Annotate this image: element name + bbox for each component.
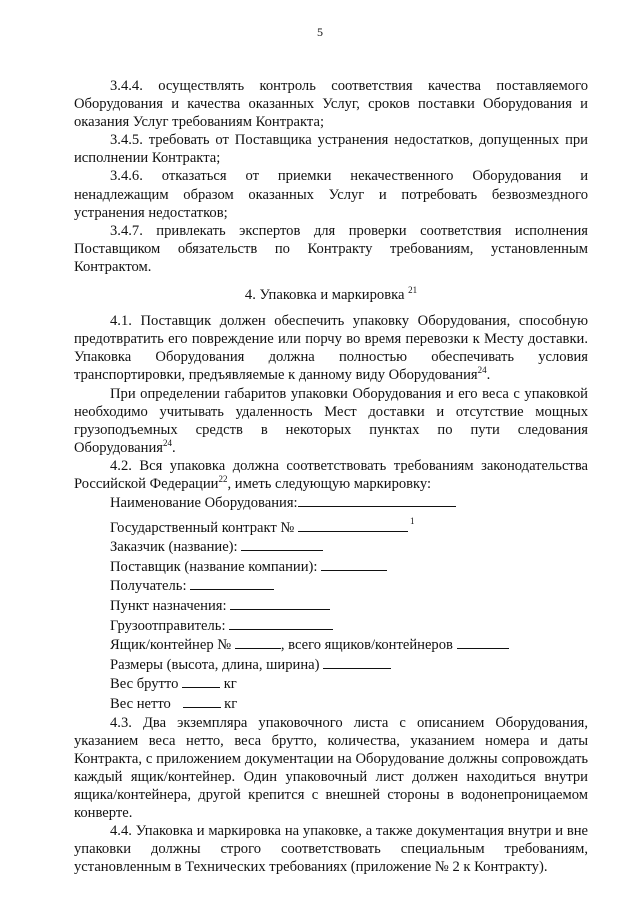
section-title [74, 286, 588, 304]
clause-4-1-text: 4.1. Поставщик должен обеспечить упаковку Оборудования, способную предотвратить его повреждение или порчу во время перевозки к Месту доставки. Упаковка Оборудования должна полностью обеспечивать условия транспортировки, предъявляемые к данному виду Оборудования [74, 313, 588, 384]
blank-line [323, 655, 391, 669]
clause-4-1b-end: . [171, 439, 176, 456]
clause-4-4: 4.4. Упаковка и маркировка на упаковке, а также документация внутри и вне упаковки должны строго соответствовать специальным требованиям, установленным в Технических требованиях (приложение № 2 к Контракту). [74, 823, 588, 876]
field-label: Получатель: [110, 578, 187, 595]
field-customer [110, 537, 588, 557]
footnote-ref: 22 [218, 473, 228, 484]
field-label: Грузоотправитель: [110, 617, 226, 634]
clause-4-1-end: . [486, 367, 491, 384]
blank-line [183, 694, 221, 708]
field-label: Заказчик (название): [110, 539, 238, 556]
footnote-ref: 1 [410, 515, 415, 526]
field-contract-number [110, 513, 588, 538]
field-label: , всего ящиков/контейнеров [280, 637, 453, 654]
field-label: Наименование Оборудования: [110, 495, 298, 512]
clause-4-2-end: , иметь следующую маркировку: [227, 475, 432, 492]
blank-line [235, 635, 281, 649]
field-label: Вес нетто [110, 696, 171, 712]
field-label: Ящик/контейнер № [110, 637, 232, 654]
field-dimensions [110, 655, 588, 675]
footnote-ref: 21 [408, 285, 418, 296]
blank-line [298, 493, 456, 507]
clause-3-4-5: 3.4.5. требовать от Поставщика устранения недостатков, допущенных при исполнении Контракта; [74, 132, 588, 167]
field-gross-weight [110, 674, 588, 694]
field-label: Пункт назначения: [110, 598, 227, 615]
unit-label: кг [224, 696, 238, 712]
section-title-text: 4. Упаковка и маркировка [244, 287, 405, 304]
field-label: Государственный контракт № [110, 519, 295, 536]
clause-4-2-text: 4.2. Вся упаковка должна соответствовать требованиям законодательства Российской Федерации [74, 457, 588, 492]
blank-line [182, 674, 220, 688]
clause-3-4-7: 3.4.7. привлекать экспертов для проверки соответствия исполнения Поставщиком обязательств по Контракту требованиям, установленным Контрактом. [74, 222, 588, 275]
footnote-ref: 24 [162, 437, 172, 448]
clause-4-2 [74, 457, 588, 493]
blank-line [241, 537, 323, 551]
blank-line [230, 596, 330, 610]
marking-fields [110, 493, 588, 714]
field-box [110, 635, 588, 655]
footnote-ref: 24 [477, 365, 487, 376]
document-body [74, 77, 588, 876]
field-supplier [110, 557, 588, 577]
clause-4-1 [74, 312, 588, 384]
clause-4-1b-text: При определении габаритов упаковки Оборудования и его веса с упаковкой необходимо учитывать удаленность Мест доставки и отсутствие мощных грузоподъемных средств в некоторых пунктах по пути следования Оборудования [74, 385, 588, 456]
unit-label: кг [223, 676, 237, 693]
blank-line [298, 518, 408, 532]
field-shipper [110, 616, 588, 636]
blank-line [457, 635, 509, 649]
field-destination [110, 596, 588, 616]
clause-3-4-4: 3.4.4. осуществлять контроль соответствия качества поставляемого Оборудования и качества оказанных Услуг, сроков поставки Оборудования и оказания Услуг требованиям Контракта; [74, 78, 588, 131]
field-equipment-name [110, 493, 588, 513]
clause-4-1-dimensions [74, 385, 588, 457]
field-recipient [110, 576, 588, 596]
field-label: Размеры (высота, длина, ширина) [110, 656, 320, 673]
clause-3-4-6: 3.4.6. отказаться от приемки некачественного Оборудования и ненадлежащим образом оказанных Услуг и потребовать безвозмездного устранения недостатков; [74, 168, 588, 221]
field-net-weight [110, 694, 588, 714]
clause-4-3: 4.3. Два экземпляра упаковочного листа с описанием Оборудования, указанием веса нетто, веса брутто, количества, указанием номера и даты Контракта, с приложением документации на Оборудование должны сопровождать каждый ящик/контейнер. Один упаковочный лист должен находиться внутри ящика/контейнера, другой крепится с внешней стороны в водонепроницаемом конверте. [74, 714, 588, 822]
page-number: 5 [317, 25, 323, 39]
blank-line [321, 557, 387, 571]
field-label: Поставщик (название компании): [110, 558, 318, 575]
blank-line [229, 616, 333, 630]
blank-line [190, 576, 274, 590]
field-label: Вес брутто [110, 676, 179, 693]
